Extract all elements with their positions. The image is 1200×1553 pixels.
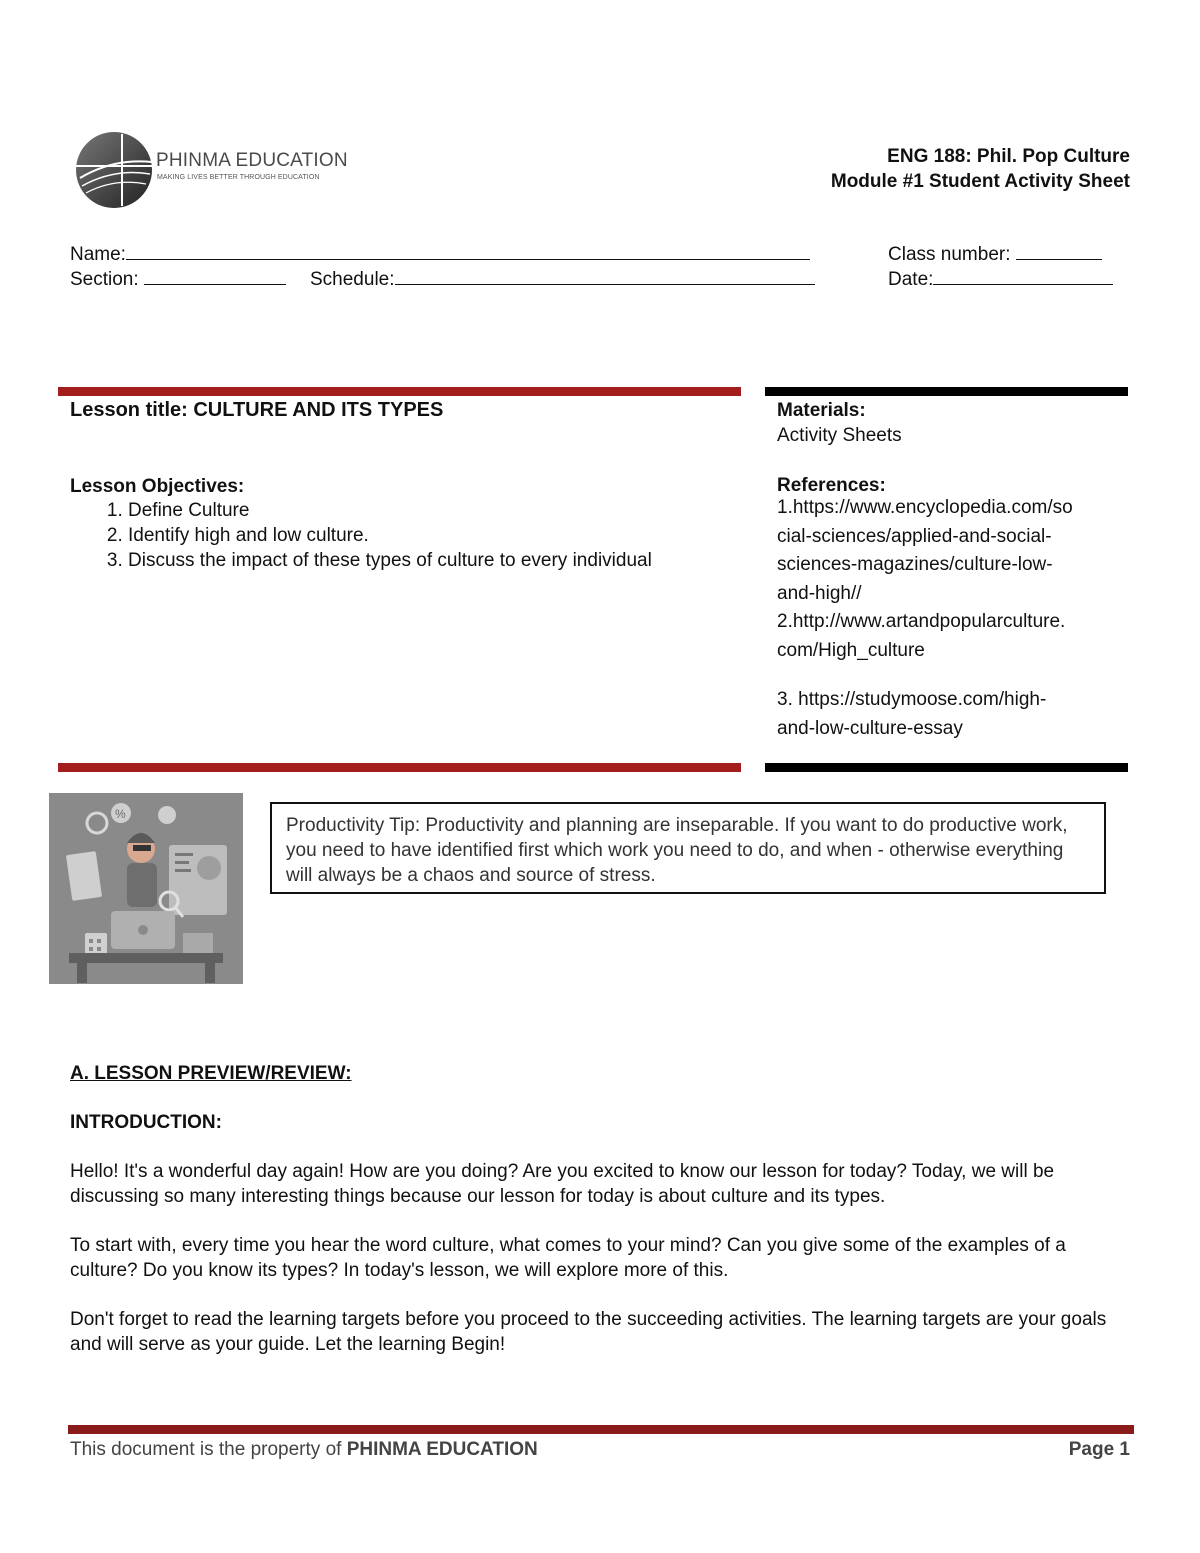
reference-line[interactable]: 3. https://studymoose.com/high- — [777, 689, 1047, 710]
phinma-logo — [72, 128, 348, 212]
reference-line[interactable]: and-high// — [777, 582, 862, 604]
objective-item: 2. Identify high and low culture. — [128, 523, 728, 548]
logo-name: PHINMA EDUCATION — [156, 150, 348, 171]
schedule-field[interactable] — [310, 266, 815, 292]
person-at-laptop-icon — [49, 793, 243, 984]
objectives-heading: Lesson Objectives: — [70, 476, 245, 497]
name-label: Name: — [70, 244, 126, 265]
references-list — [777, 494, 1127, 665]
productivity-illustration — [49, 793, 243, 984]
document-header — [831, 144, 1130, 194]
name-field[interactable] — [70, 241, 810, 267]
objective-item: 1. Define Culture — [128, 498, 728, 523]
section-blank[interactable] — [144, 266, 286, 285]
date-label: Date: — [888, 269, 934, 290]
page-number: Page 1 — [1068, 1439, 1130, 1460]
reference-line[interactable]: sciences-magazines/culture-low- — [777, 554, 1053, 575]
date-field[interactable] — [888, 266, 1113, 292]
intro-paragraph-2: To start with, every time you hear the word culture, what comes to your mind? Can you give some of the examples of a culture? Do you know its types? In today's lesson, we will explore more of this. — [70, 1235, 1066, 1281]
footer-owner: PHINMA EDUCATION — [346, 1439, 538, 1460]
lesson-bottom-divider — [58, 763, 741, 772]
footer-ownership — [70, 1437, 538, 1462]
class-number-blank[interactable] — [1016, 241, 1102, 260]
materials-heading: Materials: — [777, 400, 866, 421]
productivity-tip-box — [270, 802, 1106, 894]
module-title: Module #1 Student Activity Sheet — [830, 171, 1130, 192]
intro-paragraph-1: Hello! It's a wonderful day again! How are you doing? Are you excited to know our lesson for today? Today, we will be discussing so many interesting things because our lesson for today is about culture and its types. — [70, 1161, 1055, 1207]
logo-tagline: MAKING LIVES BETTER THROUGH EDUCATION — [157, 174, 320, 181]
lesson-title: Lesson title: CULTURE AND ITS TYPES — [70, 399, 444, 421]
section-field[interactable] — [70, 266, 286, 292]
section-label: Section: — [70, 269, 139, 290]
materials-bottom-divider — [765, 763, 1128, 772]
date-blank[interactable] — [933, 266, 1113, 285]
schedule-label: Schedule: — [310, 269, 395, 290]
reference-3 — [777, 686, 1127, 743]
reference-line[interactable]: and-low-culture-essay — [777, 717, 963, 739]
footer-prefix: This document is the property of — [70, 1439, 347, 1460]
reference-line[interactable]: 1.https://www.encyclopedia.com/so — [777, 497, 1073, 518]
intro-paragraph-3: Don't forget to read the learning targets before you proceed to the succeeding activities. The learning targets are your goals and will serve as your guide. Let the learning Begin! — [70, 1309, 1107, 1355]
reference-line[interactable]: com/High_culture — [777, 639, 925, 661]
reference-line[interactable]: cial-sciences/applied-and-social- — [777, 525, 1052, 547]
class-number-label: Class number: — [888, 244, 1011, 265]
materials-top-divider — [765, 387, 1128, 396]
references-heading: References: — [777, 475, 886, 496]
footer-divider — [68, 1425, 1134, 1434]
schedule-blank[interactable] — [395, 266, 815, 285]
svg-text:%: % — [115, 807, 126, 821]
objectives-list — [70, 498, 728, 573]
class-number-field[interactable] — [888, 241, 1102, 267]
introduction-heading: INTRODUCTION: — [70, 1112, 222, 1133]
objective-item: 3. Discuss the impact of these types of culture to every individual — [128, 548, 728, 573]
lesson-top-divider — [58, 387, 741, 396]
section-a-heading: A. LESSON PREVIEW/REVIEW: — [70, 1063, 352, 1084]
name-blank[interactable] — [126, 241, 810, 260]
productivity-tip-text: Productivity Tip: Productivity and planning are inseparable. If you want to do productive work, you need to have identified first which work you need to do, and when - otherwise everything will always be a chaos and source of stress. — [286, 815, 1068, 886]
materials-value: Activity Sheets — [777, 425, 902, 446]
reference-line[interactable]: 2.http://www.artandpopularculture. — [777, 611, 1066, 632]
course-title: ENG 188: Phil. Pop Culture — [887, 146, 1130, 167]
